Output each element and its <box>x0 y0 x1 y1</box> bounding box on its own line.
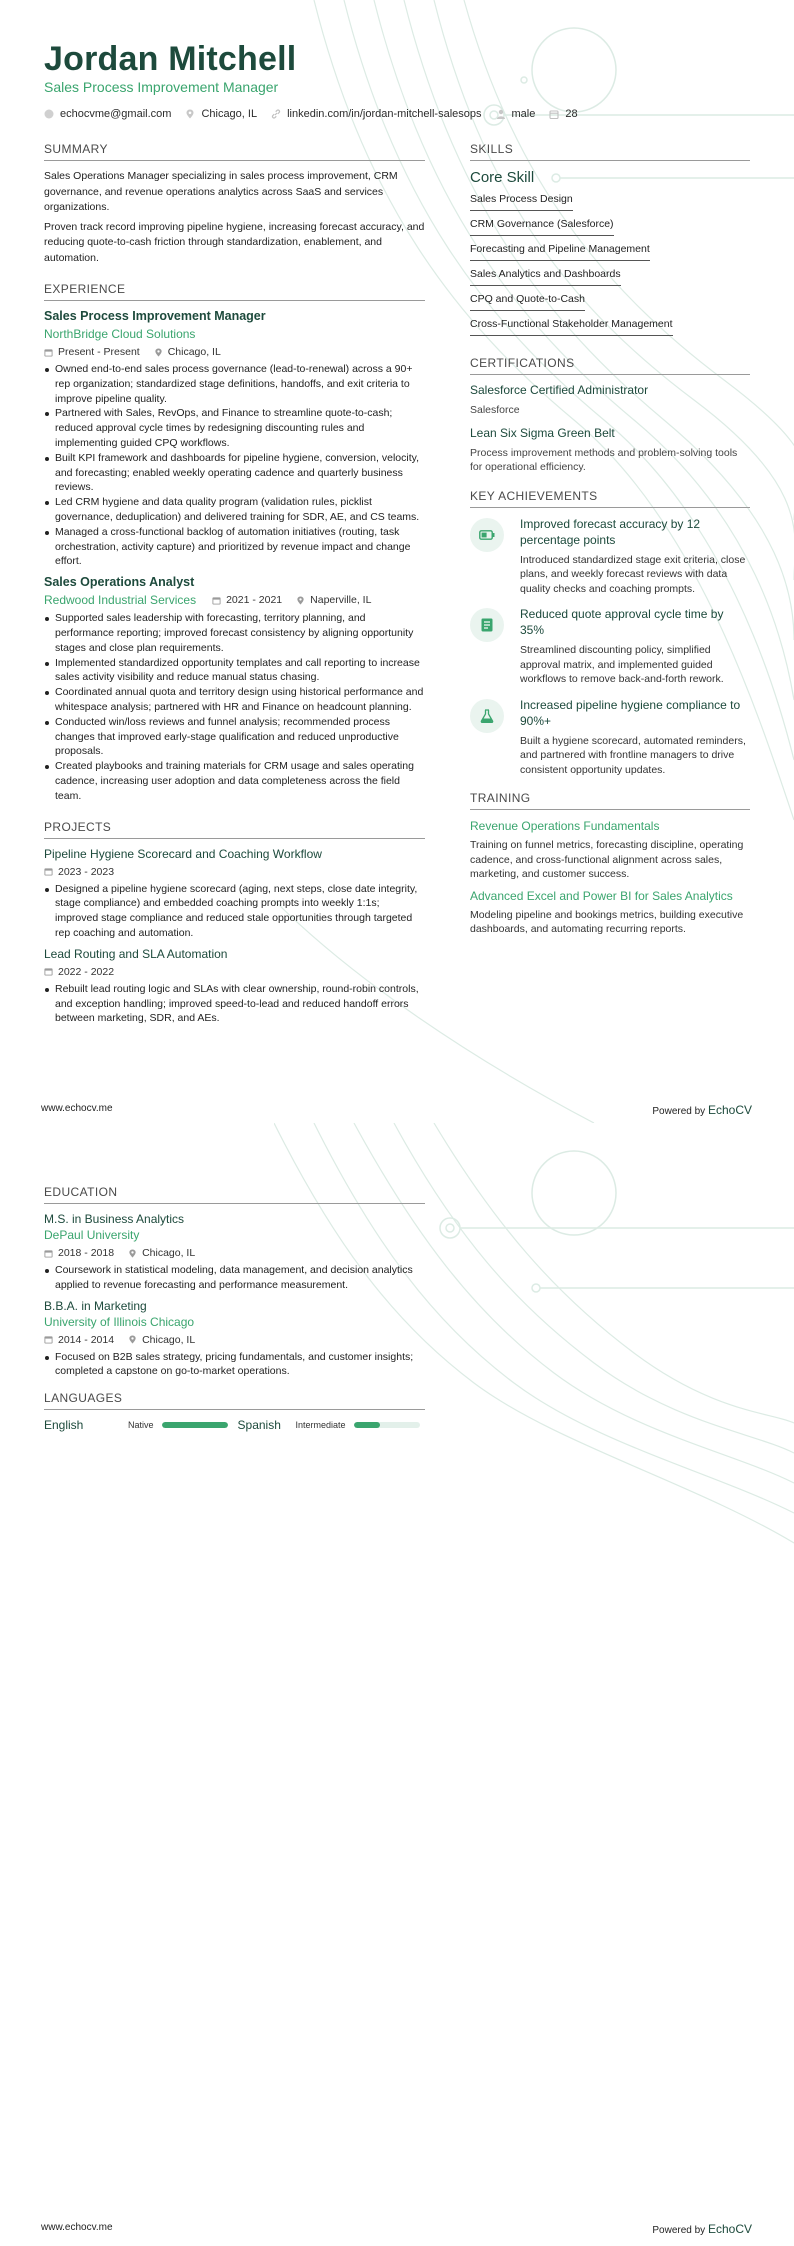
school-name: DePaul University <box>44 1228 140 1242</box>
education-meta <box>44 1247 425 1259</box>
language-item <box>44 1418 228 1432</box>
certification-issuer: Salesforce <box>470 404 520 416</box>
footer-site-link[interactable]: www.echocv.me <box>41 1103 113 1114</box>
language-proficiency-bar <box>162 1422 228 1428</box>
summary-paragraph: Sales Operations Manager specializing in sales process improvement, CRM governance, and revenue operations analytics across SaaS and services organizations. <box>44 170 398 213</box>
degree-name: M.S. in Business Analytics <box>44 1212 185 1226</box>
person-icon <box>496 109 506 119</box>
summary-title: SUMMARY <box>44 142 425 161</box>
achievements-title: KEY ACHIEVEMENTS <box>470 489 750 508</box>
skills-section <box>470 142 750 340</box>
flask-icon <box>470 699 504 733</box>
contact-gender-text: male <box>511 108 536 120</box>
project-entry <box>44 847 425 941</box>
brand-logo[interactable]: EchoCV <box>707 2222 752 2236</box>
achievement-item <box>470 606 750 687</box>
projects-section <box>44 820 425 1027</box>
contact-location <box>185 108 257 120</box>
training-name: Advanced Excel and Power BI for Sales Analytics <box>470 888 733 903</box>
candidate-title: Sales Process Improvement Manager <box>44 79 279 95</box>
education-location: Chicago, IL <box>142 1247 196 1259</box>
education-bullets <box>44 1263 425 1293</box>
calendar-icon <box>44 867 53 876</box>
project-title: Pipeline Hygiene Scorecard and Coaching Workflow <box>44 846 322 861</box>
project-bullet: Designed a pipeline hygiene scorecard (aging, next steps, close date integrity, stage compliance) and embedded coaching prompts into weekly 1:1s; improved stage compliance and reduced stale opportunities through targeted rep coaching and automation. <box>44 882 425 941</box>
location-icon <box>128 1249 137 1258</box>
training-description: Training on funnel metrics, forecasting discipline, operating cadence, and cross-functional alignment across sales, marketing, and customer success. <box>470 839 744 880</box>
education-dates: 2014 - 2014 <box>58 1333 115 1346</box>
location-icon <box>154 348 163 357</box>
certification-name: Lean Six Sigma Green Belt <box>470 425 615 440</box>
education-bullets <box>44 1350 425 1380</box>
certifications-section <box>470 356 750 475</box>
language-proficiency-fill <box>354 1422 380 1428</box>
calendar-icon <box>44 1335 53 1344</box>
achievement-description: Streamlined discounting policy, simplified approval matrix, and implemented guided workflows to remove back-and-forth rework. <box>520 644 724 685</box>
contact-bar <box>44 108 592 120</box>
right-column <box>470 142 750 943</box>
project-meta <box>44 866 425 878</box>
calendar-icon <box>212 596 221 605</box>
left-column <box>44 1185 425 1432</box>
summary-paragraph: Proven track record improving pipeline hygiene, increasing forecast accuracy, and reducing quote-to-cash friction through standardization, enablement, and automation. <box>44 220 425 264</box>
job-bullet: Managed a cross-functional backlog of automation initiatives (routing, task orchestration, activity capture) and prioritized by revenue impact and change effort. <box>44 525 425 569</box>
skills-heading: Core Skill <box>470 169 535 186</box>
certification-name: Salesforce Certified Administrator <box>470 383 649 397</box>
powered-label: Powered by <box>652 1106 706 1117</box>
skills-title: SKILLS <box>470 142 750 161</box>
job-bullet: Created playbooks and training materials for CRM usage and sales operating cadence, increasing user adoption and data completeness across the field team. <box>44 759 425 803</box>
job-title: Sales Process Improvement Manager <box>44 309 266 323</box>
training-section <box>470 791 750 937</box>
experience-entry <box>44 309 425 569</box>
project-dates: 2023 - 2023 <box>58 865 115 878</box>
skill-item: Sales Analytics and Dashboards <box>470 265 621 286</box>
project-title: Lead Routing and SLA Automation <box>44 946 228 961</box>
candidate-name: Jordan Mitchell <box>44 40 297 78</box>
document-icon <box>470 608 504 642</box>
degree-name: B.B.A. in Marketing <box>44 1298 147 1313</box>
education-bullet: Focused on B2B sales strategy, pricing fundamentals, and customer insights; completed a capstone on go-to-market operations. <box>44 1350 425 1380</box>
language-level: Native <box>128 1420 154 1431</box>
link-icon <box>271 109 281 119</box>
training-name: Revenue Operations Fundamentals <box>470 819 660 833</box>
page-footer <box>0 2222 794 2242</box>
education-entry <box>44 1299 425 1380</box>
experience-entry <box>44 575 425 803</box>
job-bullet: Owned end-to-end sales process governance (lead-to-renewal) across a 90+ rep organization; standardized stage definitions, handoffs, and exit criteria to improve pipeline quality. <box>44 362 425 406</box>
contact-linkedin[interactable] <box>271 108 481 120</box>
language-proficiency-bar <box>354 1422 420 1428</box>
project-bullet: Rebuilt lead routing logic and SLAs with clear ownership, round-robin controls, and exception handling; improved speed-to-lead and reduced handoff errors between marketing, SDR, and AEs. <box>44 982 425 1026</box>
calendar-icon <box>44 1249 53 1258</box>
job-dates: 2021 - 2021 <box>226 594 283 607</box>
achievement-title: Improved forecast accuracy by 12 percentage points <box>520 516 701 547</box>
job-company-row <box>44 593 425 607</box>
job-bullet: Partnered with Sales, RevOps, and Finance to streamline quote-to-cash; reduced approval cycle times by redesigning discounting rules and implementing guided CPQ workflows. <box>44 406 425 450</box>
contact-location-text: Chicago, IL <box>201 108 258 120</box>
skill-item: Sales Process Design <box>470 190 573 211</box>
job-location: Chicago, IL <box>167 346 221 358</box>
project-entry <box>44 947 425 1026</box>
skill-item: Forecasting and Pipeline Management <box>470 240 650 261</box>
job-bullet: Supported sales leadership with forecasting, territory planning, and performance reporting; improved forecast consistency by aligning opportunity stages and close plan requirements. <box>44 611 425 655</box>
calendar-icon <box>549 109 559 119</box>
location-icon <box>128 1335 137 1344</box>
job-bullet: Built KPI framework and dashboards for pipeline hygiene, conversion, velocity, and forecasting; enabled weekly operating cadence and quarterly business reviews. <box>44 451 425 495</box>
job-bullet: Conducted win/loss reviews and funnel analysis; recommended process changes that improved early-stage qualification and reduced unproductive proposals. <box>44 715 425 759</box>
job-bullets <box>44 362 425 569</box>
achievement-item <box>470 697 750 778</box>
job-dates: Present - Present <box>58 346 140 358</box>
project-bullets <box>44 982 425 1026</box>
skills-list <box>470 190 750 340</box>
email-icon <box>44 109 54 119</box>
language-level: Intermediate <box>295 1420 346 1431</box>
projects-title: PROJECTS <box>44 820 425 839</box>
project-meta <box>44 966 425 978</box>
languages-title: LANGUAGES <box>44 1391 425 1410</box>
training-description: Modeling pipeline and bookings metrics, building executive dashboards, and automating recurring reports. <box>470 908 744 935</box>
job-meta <box>212 594 385 606</box>
brand-logo[interactable]: EchoCV <box>707 1103 752 1117</box>
school-name: University of Illinois Chicago <box>44 1314 195 1329</box>
job-bullet: Implemented standardized opportunity templates and call reporting to increase sales activity visibility and reduce manual status chasing. <box>44 656 425 686</box>
languages-list <box>44 1418 425 1432</box>
skill-item: CPQ and Quote-to-Cash <box>470 290 585 311</box>
education-entry <box>44 1212 425 1293</box>
education-meta <box>44 1334 425 1346</box>
calendar-icon <box>44 348 53 357</box>
education-location: Chicago, IL <box>142 1333 196 1346</box>
contact-email[interactable] <box>44 108 171 120</box>
achievement-item <box>470 516 750 597</box>
project-dates: 2022 - 2022 <box>58 965 115 978</box>
battery-icon <box>470 518 504 552</box>
calendar-icon <box>44 967 53 976</box>
training-title: TRAINING <box>470 791 750 810</box>
location-icon <box>185 109 195 119</box>
education-title: EDUCATION <box>44 1185 425 1204</box>
summary-section <box>44 142 425 266</box>
location-icon <box>296 596 305 605</box>
job-company: NorthBridge Cloud Solutions <box>44 327 196 341</box>
resume-page-2 <box>0 1123 794 2246</box>
page-footer <box>0 1103 794 1123</box>
contact-gender <box>496 108 536 120</box>
footer-powered-by <box>652 1103 752 1117</box>
job-bullets <box>44 611 425 803</box>
education-section <box>44 1185 425 1379</box>
skill-item: Cross-Functional Stakeholder Management <box>470 315 673 336</box>
language-name: English <box>44 1418 84 1433</box>
project-bullets <box>44 882 425 941</box>
contact-linkedin-text: linkedin.com/in/jordan-mitchell-salesops <box>287 108 482 120</box>
contact-age <box>549 108 577 120</box>
education-bullet: Coursework in statistical modeling, data management, and decision analytics applied to revenue forecasting and performance measurement. <box>44 1263 425 1293</box>
achievement-description: Introduced standardized stage exit criteria, close plans, and weekly forecast reviews with data quality checks and coaching prompts. <box>520 553 746 595</box>
job-bullet: Coordinated annual quota and territory design using historical performance and whitespace analysis; partnered with HR and Finance on headcount planning. <box>44 685 425 715</box>
language-name: Spanish <box>237 1418 281 1433</box>
powered-label: Powered by <box>652 2225 706 2236</box>
languages-section <box>44 1391 425 1432</box>
certification-description: Process improvement methods and problem-solving tools for operational efficiency. <box>470 446 738 473</box>
language-item <box>238 1418 420 1432</box>
achievement-description: Built a hygiene scorecard, automated reminders, and partnered with frontline managers to drive consistent opportunity updates. <box>520 734 746 776</box>
education-dates: 2018 - 2018 <box>58 1247 115 1259</box>
job-bullet: Led CRM hygiene and data quality program (validation rules, picklist governance, deduplication) and delivered training for SDR, AE, and CS teams. <box>44 495 425 525</box>
language-proficiency-fill <box>162 1422 228 1428</box>
job-meta <box>44 346 425 358</box>
achievements-section <box>470 489 750 778</box>
job-company: Redwood Industrial Services <box>44 593 197 608</box>
contact-email-text: echocvme@gmail.com <box>60 108 172 120</box>
job-title: Sales Operations Analyst <box>44 575 195 590</box>
skill-item: CRM Governance (Salesforce) <box>470 215 614 236</box>
certifications-title: CERTIFICATIONS <box>470 356 750 375</box>
experience-title: EXPERIENCE <box>44 282 425 301</box>
left-column <box>44 142 425 1032</box>
footer-site-link[interactable]: www.echocv.me <box>41 2222 113 2233</box>
achievement-title: Reduced quote approval cycle time by 35% <box>520 607 724 637</box>
experience-section <box>44 282 425 804</box>
footer-powered-by <box>652 2222 752 2236</box>
achievement-title: Increased pipeline hygiene compliance to 90%+ <box>520 697 741 728</box>
contact-age-text: 28 <box>565 108 578 120</box>
job-location: Naperville, IL <box>310 594 372 607</box>
